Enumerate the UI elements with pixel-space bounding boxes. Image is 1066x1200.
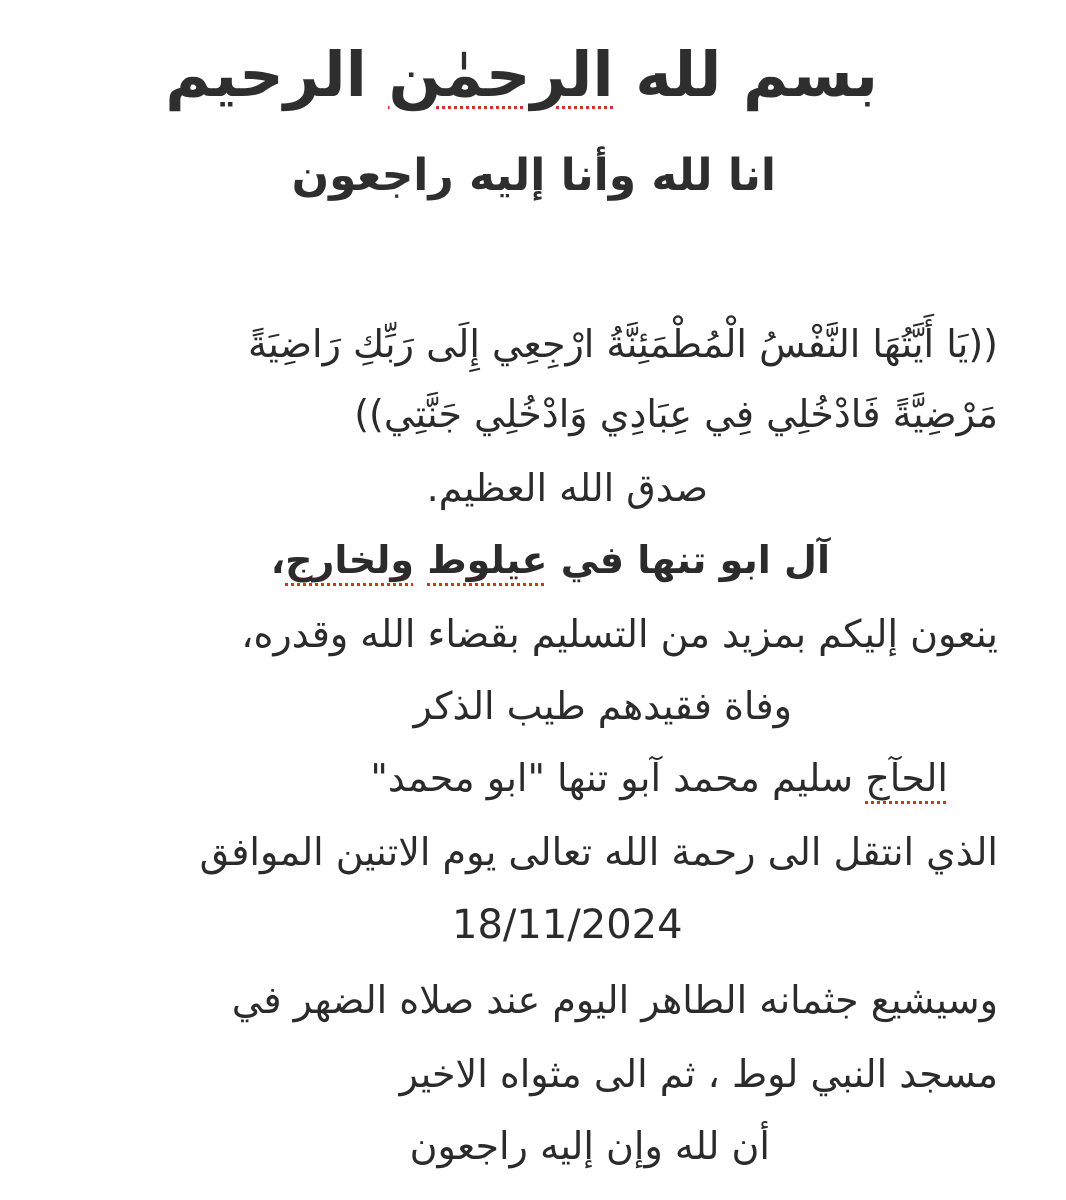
date-text: 18/11/2024 — [452, 902, 683, 948]
deceased-name-line — [370, 756, 948, 800]
announcement-line-3: الذي انتقل الى رحمة الله تعالى يوم الاتنين الموافق — [199, 830, 998, 874]
announcement-line-1: ينعون إليكم بمزيد من التسليم بقضاء الله وقدره، — [241, 612, 998, 656]
verse-closing: صدق الله العظيم. — [426, 466, 708, 510]
subtitle: انا لله وأنا إليه راجعون — [291, 150, 776, 201]
announcement-line-2: وفاة فقيدهم طيب الذكر — [413, 684, 792, 728]
family-space — [414, 538, 427, 582]
announcement-line-6: أن لله وإن إليه راجعون — [409, 1124, 770, 1168]
title-flagged-word[interactable]: الرحمٰن — [388, 38, 614, 111]
family-line — [271, 538, 830, 582]
verse-line-2: مَرْضِيَّةً فَادْخُلِي فِي عِبَادِي وَادْخُلِي جَنَّتِي)) — [354, 392, 998, 436]
family-flagged-word-1[interactable]: عيلوط — [427, 538, 548, 582]
announcement-line-5: مسجد النبي لوط ، ثم الى مثواه الاخير — [399, 1052, 998, 1096]
family-flagged-word-2[interactable]: ولخارج — [285, 538, 414, 582]
basmala-title — [165, 38, 878, 111]
title-text-2: الرحيم — [165, 38, 389, 111]
family-text-2: ، — [270, 538, 286, 582]
family-text-1: آل ابو تنها في — [547, 538, 830, 582]
verse-line-1: ((يَا أَيَّتُهَا النَّفْسُ الْمُطْمَئِنَّةُ ارْجِعِي إِلَى رَبِّكِ رَاضِيَةً — [247, 322, 998, 366]
announcement-line-4: وسيشيع جثمانه الطاهر اليوم عند صلاه الضهر في — [231, 978, 998, 1022]
title-text-1: بسم لله — [613, 38, 878, 111]
name-rest: سليم محمد آبو تنها "ابو محمد" — [370, 756, 866, 800]
name-flagged-word[interactable]: الحآج — [865, 756, 948, 800]
